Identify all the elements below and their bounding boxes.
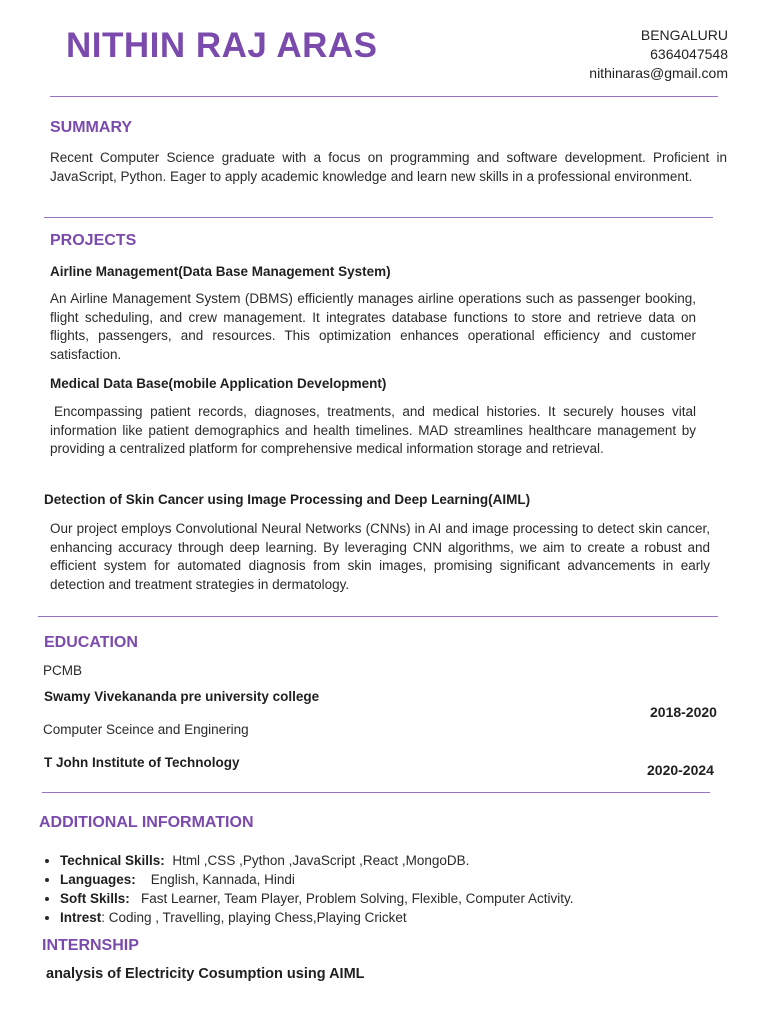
skill-value: Fast Learner, Team Player, Problem Solving, Flexible, Computer Activity. bbox=[141, 891, 574, 906]
education-institution: Swamy Vivekananda pre university college bbox=[44, 689, 320, 704]
skill-label: Intrest bbox=[60, 910, 102, 925]
resume-name: NITHIN RAJ ARAS bbox=[66, 26, 378, 65]
education-course: Computer Sceince and Enginering bbox=[43, 722, 249, 737]
skill-value: : Coding , Travelling, playing Chess,Playing Cricket bbox=[101, 910, 407, 925]
project-title: Airline Management(Data Base Management System) bbox=[50, 264, 391, 279]
education-heading: EDUCATION bbox=[44, 634, 138, 651]
internship-title: analysis of Electricity Cosumption using AIML bbox=[46, 966, 365, 982]
skill-label: Technical Skills: bbox=[60, 853, 165, 868]
projects-heading: PROJECTS bbox=[50, 232, 137, 249]
contact-city: BENGALURU bbox=[640, 27, 728, 43]
summary-divider bbox=[44, 217, 713, 218]
education-institution: T John Institute of Technology bbox=[44, 755, 240, 770]
contact-phone: 6364047548 bbox=[650, 46, 728, 62]
contact-block bbox=[589, 26, 728, 83]
education-years: 2018-2020 bbox=[650, 704, 717, 720]
education-divider bbox=[42, 792, 710, 793]
summary-heading: SUMMARY bbox=[50, 119, 133, 136]
skill-label: Languages: bbox=[60, 872, 136, 887]
contact-email: nithinaras@gmail.com bbox=[589, 65, 728, 81]
education-years: 2020-2024 bbox=[647, 762, 714, 778]
summary-text: Recent Computer Science graduate with a focus on programming and software development. Proficient in JavaScript, Python. Eager to apply academic knowledge and learn new skills in a professional environment. bbox=[50, 150, 727, 184]
project-description: Our project employs Convolutional Neural Networks (CNNs) in AI and image processing to detect skin cancer, enhancing accuracy through deep learning. By leveraging CNN algorithms, we aim to create a robust and efficient system for automated diagnosis from skin images, promising significant advancements in early detection and treatment strategies in dermatology. bbox=[50, 521, 710, 592]
project-title: Detection of Skin Cancer using Image Processing and Deep Learning(AIML) bbox=[44, 492, 531, 507]
skill-value: English, Kannada, Hindi bbox=[150, 872, 295, 887]
skill-label: Soft Skills: bbox=[60, 891, 130, 906]
additional-list bbox=[42, 851, 742, 927]
additional-heading: ADDITIONAL INFORMATION bbox=[39, 814, 254, 831]
project-title: Medical Data Base(mobile Application Development) bbox=[50, 376, 387, 391]
list-item bbox=[60, 851, 742, 870]
list-item bbox=[60, 870, 742, 889]
list-item bbox=[60, 908, 742, 927]
projects-divider bbox=[38, 616, 718, 617]
project-description: Encompassing patient records, diagnoses, treatments, and medical histories. It securely houses vital information like patient demographics and health timelines. MAD streamlines healthcare management by providing a centralized platform for comprehensive medical information storage and retrieval. bbox=[50, 404, 696, 456]
header-divider bbox=[50, 96, 718, 97]
skill-value: Html ,CSS ,Python ,JavaScript ,React ,MongoDB. bbox=[172, 853, 470, 868]
education-course: PCMB bbox=[43, 663, 83, 678]
project-description: An Airline Management System (DBMS) efficiently manages airline operations such as passenger booking, flight scheduling, and crew management. It integrates database functions to store and retrieve data on flights, passengers, and resources. This optimization enhances operational efficiency and customer satisfaction. bbox=[50, 291, 696, 362]
list-item bbox=[60, 889, 742, 908]
internship-heading: INTERNSHIP bbox=[42, 937, 139, 954]
